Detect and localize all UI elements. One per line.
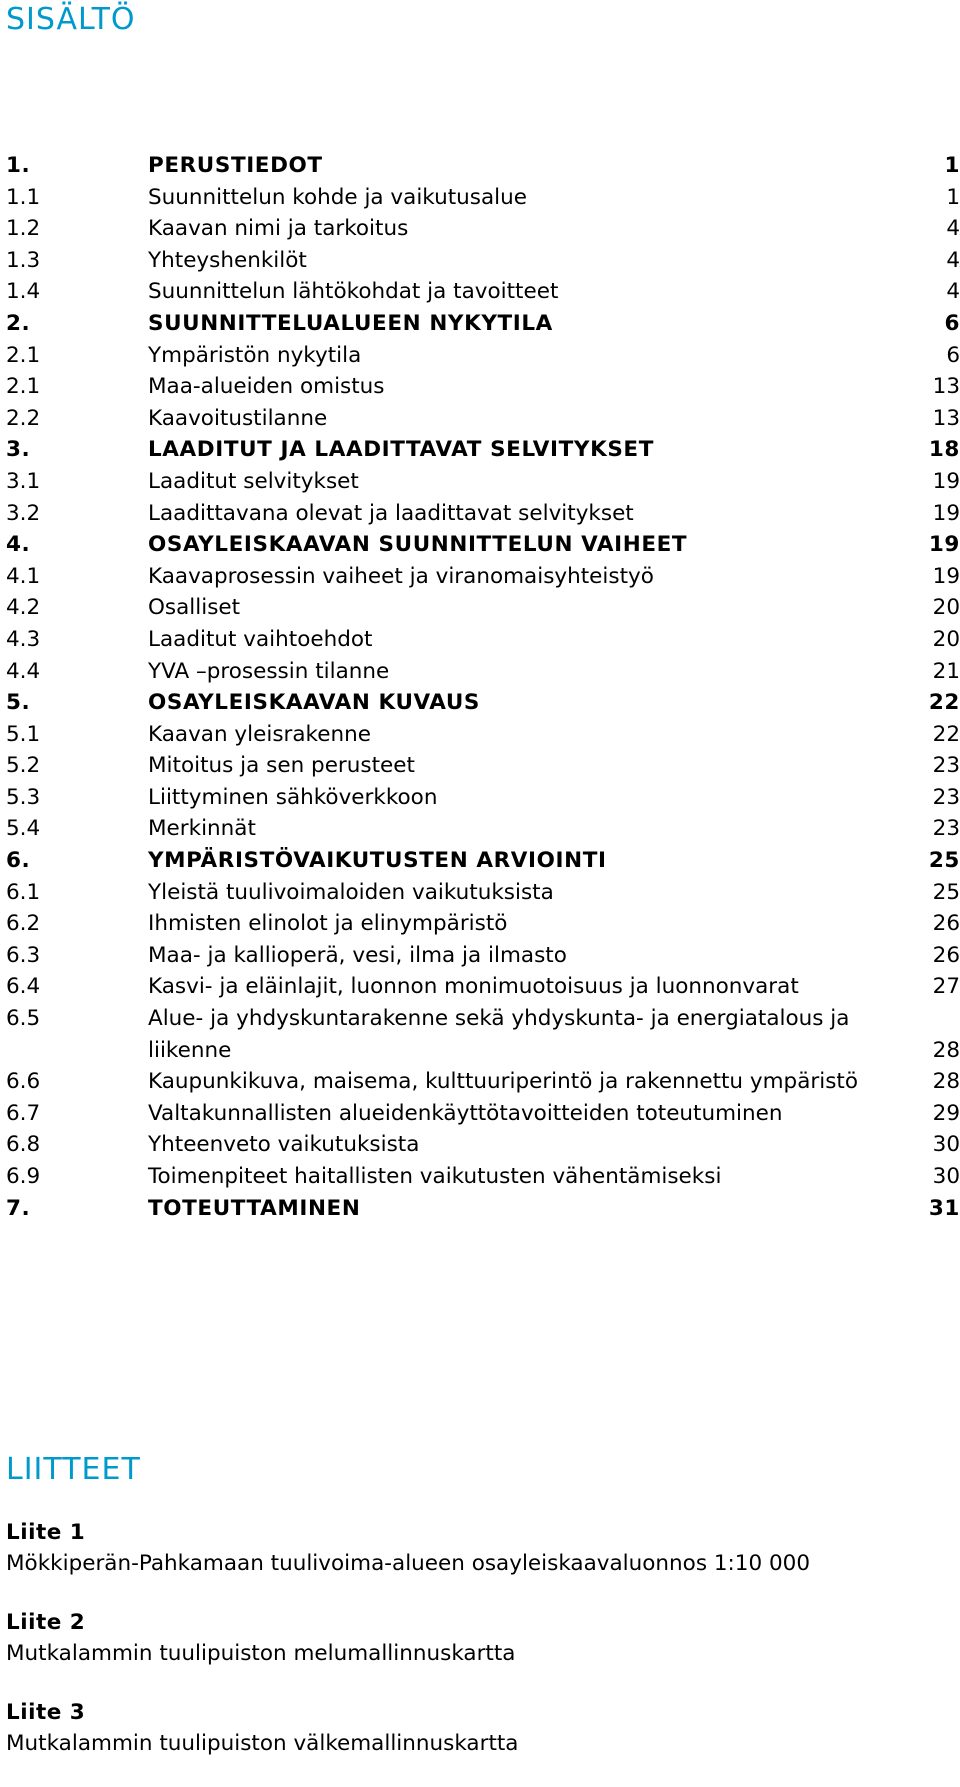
toc-chapter-row [6, 845, 960, 877]
toc-entry-page-number: 31 [928, 1195, 960, 1221]
toc-entry-number: 6.9 [6, 1164, 41, 1189]
toc-section-row [6, 182, 960, 214]
toc-section-row [6, 624, 960, 656]
toc-entry-title: Valtakunnallisten alueidenkäyttötavoitteiden toteutuminen [148, 1100, 783, 1126]
toc-entry-title: Ympäristön nykytila [148, 342, 362, 368]
toc-entry-page-number: 20 [932, 595, 960, 621]
toc-entry-number: 6.8 [6, 1132, 41, 1158]
toc-entry-page-number: 6 [944, 310, 960, 336]
toc-entry-number: 1.1 [6, 184, 41, 210]
toc-entry-number: 6. [6, 848, 31, 874]
toc-entry-title: Yleistä tuulivoimaloiden vaikutuksista [148, 879, 554, 905]
toc-entry-number: 4. [6, 532, 31, 558]
toc-entry-title: Liittyminen sähköverkkoon [148, 784, 438, 810]
toc-entry-number: 2. [6, 310, 31, 336]
toc-entry-title: Yhteyshenkilöt [148, 247, 307, 273]
toc-entry-number: 5.2 [6, 753, 41, 779]
toc-section-row [6, 1098, 960, 1130]
attachment-item [6, 1517, 946, 1579]
toc-entry-page-number: 19 [928, 532, 960, 558]
toc-entry-title: Suunnittelun lähtökohdat ja tavoitteet [148, 279, 559, 305]
toc-section-row [6, 213, 960, 245]
toc-entry-number: 3. [6, 437, 31, 463]
toc-entry-page-number: 4 [946, 279, 960, 305]
toc-entry-title: Laadittavana olevat ja laadittavat selvitykset [148, 500, 634, 526]
toc-section-row [6, 1003, 960, 1066]
toc-entry-title: Osalliset [148, 595, 241, 621]
toc-entry-number: 4.4 [6, 658, 41, 684]
toc-entry-title: Mitoitus ja sen perusteet [148, 753, 415, 779]
attachment-item [6, 1697, 946, 1759]
toc-entry-title: Ihmisten elinolot ja elinympäristö [148, 911, 508, 937]
toc-entry-page-number: 13 [932, 405, 960, 431]
toc-section-row [6, 971, 960, 1003]
attachment-description: Mökkiperän-Pahkamaan tuulivoima-alueen osayleiskaavaluonnos 1:10 000 [6, 1551, 811, 1576]
toc-chapter-row [6, 687, 960, 719]
attachment-description: Mutkalammin tuulipuiston melumallinnuskartta [6, 1641, 516, 1666]
toc-entry-number: 5.3 [6, 784, 41, 810]
toc-entry-number: 6.5 [6, 1006, 41, 1032]
toc-entry-page-number: 20 [932, 626, 960, 652]
toc-entry-title: Laaditut selvitykset [148, 468, 359, 494]
toc-entry-page-number: 23 [932, 816, 960, 842]
toc-chapter-row [6, 308, 960, 340]
toc-entry-title: Alue- ja yhdyskuntarakenne sekä yhdyskunta- ja energiatalous ja liikenne [148, 1006, 850, 1063]
toc-entry-title: Kaavaprosessin vaiheet ja viranomaisyhteistyö [148, 563, 654, 589]
toc-section-row [6, 1066, 960, 1098]
attachments-heading: LIITTEET [6, 1452, 141, 1487]
toc-entry-number: 7. [6, 1195, 31, 1221]
attachment-label: Liite 2 [6, 1610, 86, 1635]
attachment-item [6, 1607, 946, 1669]
toc-entry-page-number: 4 [946, 247, 960, 273]
toc-section-row [6, 340, 960, 372]
toc-entry-title: SUUNNITTELUALUEEN NYKYTILA [148, 310, 553, 336]
toc-entry-number: 2.1 [6, 374, 41, 400]
toc-entry-page-number: 23 [932, 753, 960, 779]
toc-chapter-row [6, 529, 960, 561]
toc-entry-title: Merkinnät [148, 816, 256, 842]
toc-entry-title: Kaavan nimi ja tarkoitus [148, 216, 409, 242]
toc-entry-page-number: 4 [946, 216, 960, 242]
toc-entry-page-number: 25 [928, 848, 960, 874]
toc-entry-title: Laaditut vaihtoehdot [148, 626, 373, 652]
toc-entry-page-number: 30 [932, 1164, 960, 1189]
toc-entry-number: 6.2 [6, 911, 41, 937]
toc-entry-page-number: 1 [944, 153, 960, 178]
toc-chapter-row [6, 1193, 960, 1225]
toc-chapter-row [6, 150, 960, 182]
toc-entry-page-number: 18 [928, 437, 960, 463]
toc-entry-title: Toimenpiteet haitallisten vaikutusten vähentämiseksi [148, 1164, 722, 1189]
toc-section-row [6, 940, 960, 972]
toc-entry-number: 1. [6, 153, 31, 178]
toc-entry-page-number: 26 [932, 942, 960, 968]
toc-chapter-row [6, 434, 960, 466]
toc-entry-number: 5.4 [6, 816, 41, 842]
toc-entry-number: 1.2 [6, 216, 41, 242]
toc-entry-page-number: 27 [932, 974, 960, 1000]
toc-entry-page-number: 25 [932, 879, 960, 905]
toc-entry-number: 3.2 [6, 500, 41, 526]
toc-section-row [6, 498, 960, 530]
toc-entry-number: 4.3 [6, 626, 41, 652]
toc-entry-number: 6.1 [6, 879, 41, 905]
toc-entry-number: 1.4 [6, 279, 41, 305]
toc-entry-page-number: 19 [932, 563, 960, 589]
toc-section-row [6, 371, 960, 403]
toc-entry-title: OSAYLEISKAAVAN SUUNNITTELUN VAIHEET [148, 532, 688, 558]
toc-section-row [6, 877, 960, 909]
toc-entry-title: TOTEUTTAMINEN [148, 1195, 361, 1221]
toc-section-row [6, 813, 960, 845]
toc-entry-page-number: 28 [932, 1069, 960, 1095]
toc-entry-number: 2.1 [6, 342, 41, 368]
toc-entry-number: 2.2 [6, 405, 41, 431]
toc-entry-number: 6.4 [6, 974, 41, 1000]
toc-entry-page-number: 23 [932, 784, 960, 810]
toc-entry-title: Maa-alueiden omistus [148, 374, 385, 400]
toc-entry-title: Kaavoitustilanne [148, 405, 328, 431]
toc-entry-number: 5. [6, 690, 31, 716]
toc-entry-page-number: 1 [946, 184, 960, 210]
toc-section-row [6, 245, 960, 277]
toc-entry-title: Kasvi- ja eläinlajit, luonnon monimuotoisuus ja luonnonvarat [148, 974, 799, 1000]
toc-entry-number: 4.2 [6, 595, 41, 621]
toc-entry-page-number: 26 [932, 911, 960, 937]
toc-entry-title: YVA –prosessin tilanne [148, 658, 390, 684]
toc-entry-title: Maa- ja kallioperä, vesi, ilma ja ilmasto [148, 942, 567, 968]
toc-entry-page-number: 30 [932, 1132, 960, 1158]
toc-section-row [6, 466, 960, 498]
toc-entry-number: 5.1 [6, 721, 41, 747]
toc-section-row [6, 561, 960, 593]
toc-entry-title: PERUSTIEDOT [148, 153, 323, 178]
toc-entry-title: YMPÄRISTÖVAIKUTUSTEN ARVIOINTI [148, 848, 607, 874]
toc-entry-number: 1.3 [6, 247, 41, 273]
toc-entry-title: Suunnittelun kohde ja vaikutusalue [148, 184, 527, 210]
toc-section-row [6, 1129, 960, 1161]
toc-entry-page-number: 21 [932, 658, 960, 684]
toc-entry-page-number: 29 [932, 1100, 960, 1126]
toc-entry-title: Yhteenveto vaikutuksista [148, 1132, 420, 1158]
toc-entry-page-number: 19 [932, 500, 960, 526]
toc-entry-number: 3.1 [6, 468, 41, 494]
toc-section-row [6, 908, 960, 940]
attachment-description: Mutkalammin tuulipuiston välkemallinnuskartta [6, 1731, 519, 1756]
toc-section-row [6, 719, 960, 751]
toc-section-row [6, 276, 960, 308]
toc-entry-number: 4.1 [6, 563, 41, 589]
toc-entry-number: 6.6 [6, 1069, 41, 1095]
toc-heading: SISÄLTÖ [6, 2, 136, 37]
toc-section-row [6, 782, 960, 814]
toc-entry-title: OSAYLEISKAAVAN KUVAUS [148, 690, 481, 716]
toc-section-row [6, 750, 960, 782]
toc-entry-page-number: 22 [932, 721, 960, 747]
toc-entry-title: Kaavan yleisrakenne [148, 721, 371, 747]
toc-section-row [6, 1161, 960, 1193]
toc-entry-page-number: 6 [946, 342, 960, 368]
toc-section-row [6, 403, 960, 435]
toc-entry-page-number: 19 [932, 468, 960, 494]
toc-entry-number: 6.3 [6, 942, 41, 968]
toc-entry-page-number: 13 [932, 374, 960, 400]
attachments-list [6, 1517, 946, 1787]
table-of-contents [6, 150, 960, 1224]
attachment-label: Liite 3 [6, 1700, 86, 1725]
attachment-label: Liite 1 [6, 1520, 86, 1545]
toc-entry-title: LAADITUT JA LAADITTAVAT SELVITYKSET [148, 437, 654, 463]
toc-entry-page-number: 28 [932, 1037, 960, 1063]
toc-entry-title: Kaupunkikuva, maisema, kulttuuriperintö ja rakennettu ympäristö [148, 1069, 858, 1095]
toc-entry-page-number: 22 [928, 690, 960, 716]
toc-section-row [6, 592, 960, 624]
toc-entry-number: 6.7 [6, 1100, 41, 1126]
toc-section-row [6, 656, 960, 688]
